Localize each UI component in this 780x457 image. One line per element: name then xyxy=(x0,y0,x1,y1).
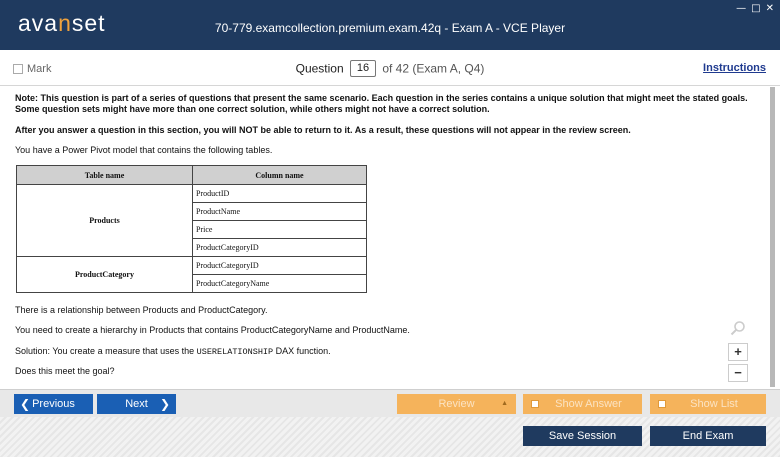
content-scrollbar[interactable] xyxy=(770,87,775,387)
warning-text: After you answer a question in this section, you will NOT be able to return to it. As a result, these questions will not appear in the review screen. xyxy=(15,124,631,135)
previous-label: Previous xyxy=(32,398,75,410)
window-controls xyxy=(736,3,774,14)
show-answer-label: Show Answer xyxy=(555,398,622,410)
scrollbar-thumb[interactable] xyxy=(770,87,775,387)
end-exam-button[interactable]: End Exam xyxy=(650,426,766,446)
question-text: Does this meet the goal? xyxy=(15,366,115,377)
minimize-icon[interactable]: — xyxy=(736,3,747,14)
table-cell: ProductCategoryID xyxy=(193,257,367,275)
schema-table xyxy=(16,165,367,293)
question-content xyxy=(0,87,780,387)
solution-suffix: DAX function. xyxy=(273,345,331,356)
show-list-label: Show List xyxy=(690,398,738,410)
table-cell: ProductCategoryName xyxy=(193,275,367,293)
note-text: Note: This question is part of a series of questions that present the same scenario. Each question in the series contains a unique solution that might meet the stated goals. Some question sets might have more than one correct solution, while others might not have a correct solution. xyxy=(15,93,748,115)
previous-button[interactable] xyxy=(14,394,93,414)
requirement-text: You need to create a hierarchy in Products that contains ProductCategoryName and ProductName. xyxy=(15,325,410,336)
footer-bar xyxy=(0,417,780,457)
instructions-link[interactable]: Instructions xyxy=(703,62,766,74)
table-header-row xyxy=(17,166,367,185)
triangle-up-icon: ▲ xyxy=(501,400,508,407)
table-header-column-name: Column name xyxy=(193,166,367,185)
table-cell: ProductCategoryID xyxy=(193,239,367,257)
chevron-left-icon: ❮ xyxy=(20,397,31,411)
relationship-text: There is a relationship between Products and ProductCategory. xyxy=(15,305,268,315)
table-name-products: Products xyxy=(17,185,193,257)
review-label: Review xyxy=(438,398,475,410)
app-logo: avanset xyxy=(18,10,106,36)
title-bar xyxy=(0,0,780,50)
show-list-checkbox-icon[interactable] xyxy=(658,400,666,408)
zoom-controls xyxy=(727,320,749,382)
navigation-bar xyxy=(0,389,780,417)
close-icon[interactable]: ✕ xyxy=(765,3,774,14)
next-button[interactable] xyxy=(97,394,176,414)
question-navigator xyxy=(0,60,780,77)
table-name-productcategory: ProductCategory xyxy=(17,257,193,293)
table-cell: ProductName xyxy=(193,203,367,221)
table-cell: ProductID xyxy=(193,185,367,203)
solution-prefix: Solution: You create a measure that uses the xyxy=(15,345,197,356)
table-cell: Price xyxy=(193,221,367,239)
question-count: of 42 (Exam A, Q4) xyxy=(382,61,485,76)
restore-icon[interactable]: □ xyxy=(751,3,761,14)
solution-text xyxy=(15,346,750,358)
mark-label: Mark xyxy=(27,63,52,75)
show-answer-button[interactable] xyxy=(523,394,642,414)
show-list-button[interactable] xyxy=(650,394,766,414)
table-row xyxy=(17,257,367,275)
question-number-input[interactable]: 16 xyxy=(350,60,376,77)
zoom-in-button[interactable]: + xyxy=(728,343,748,361)
table-row xyxy=(17,185,367,203)
question-bar xyxy=(0,50,780,86)
magnifier-icon xyxy=(727,320,749,340)
intro-text: You have a Power Pivot model that contains the following tables. xyxy=(15,144,273,155)
table-header-table-name: Table name xyxy=(17,166,193,185)
save-session-button[interactable]: Save Session xyxy=(523,426,642,446)
chevron-right-icon: ❯ xyxy=(159,397,170,411)
window-title: 70-779.examcollection.premium.exam.42q - Exam A - VCE Player xyxy=(214,21,566,35)
solution-function: USERELATIONSHIP xyxy=(196,346,274,357)
review-button[interactable] xyxy=(397,394,516,414)
zoom-out-button[interactable]: − xyxy=(728,364,748,382)
show-answer-checkbox-icon[interactable] xyxy=(531,400,539,408)
question-label: Question xyxy=(295,61,344,76)
next-label: Next xyxy=(125,398,148,410)
